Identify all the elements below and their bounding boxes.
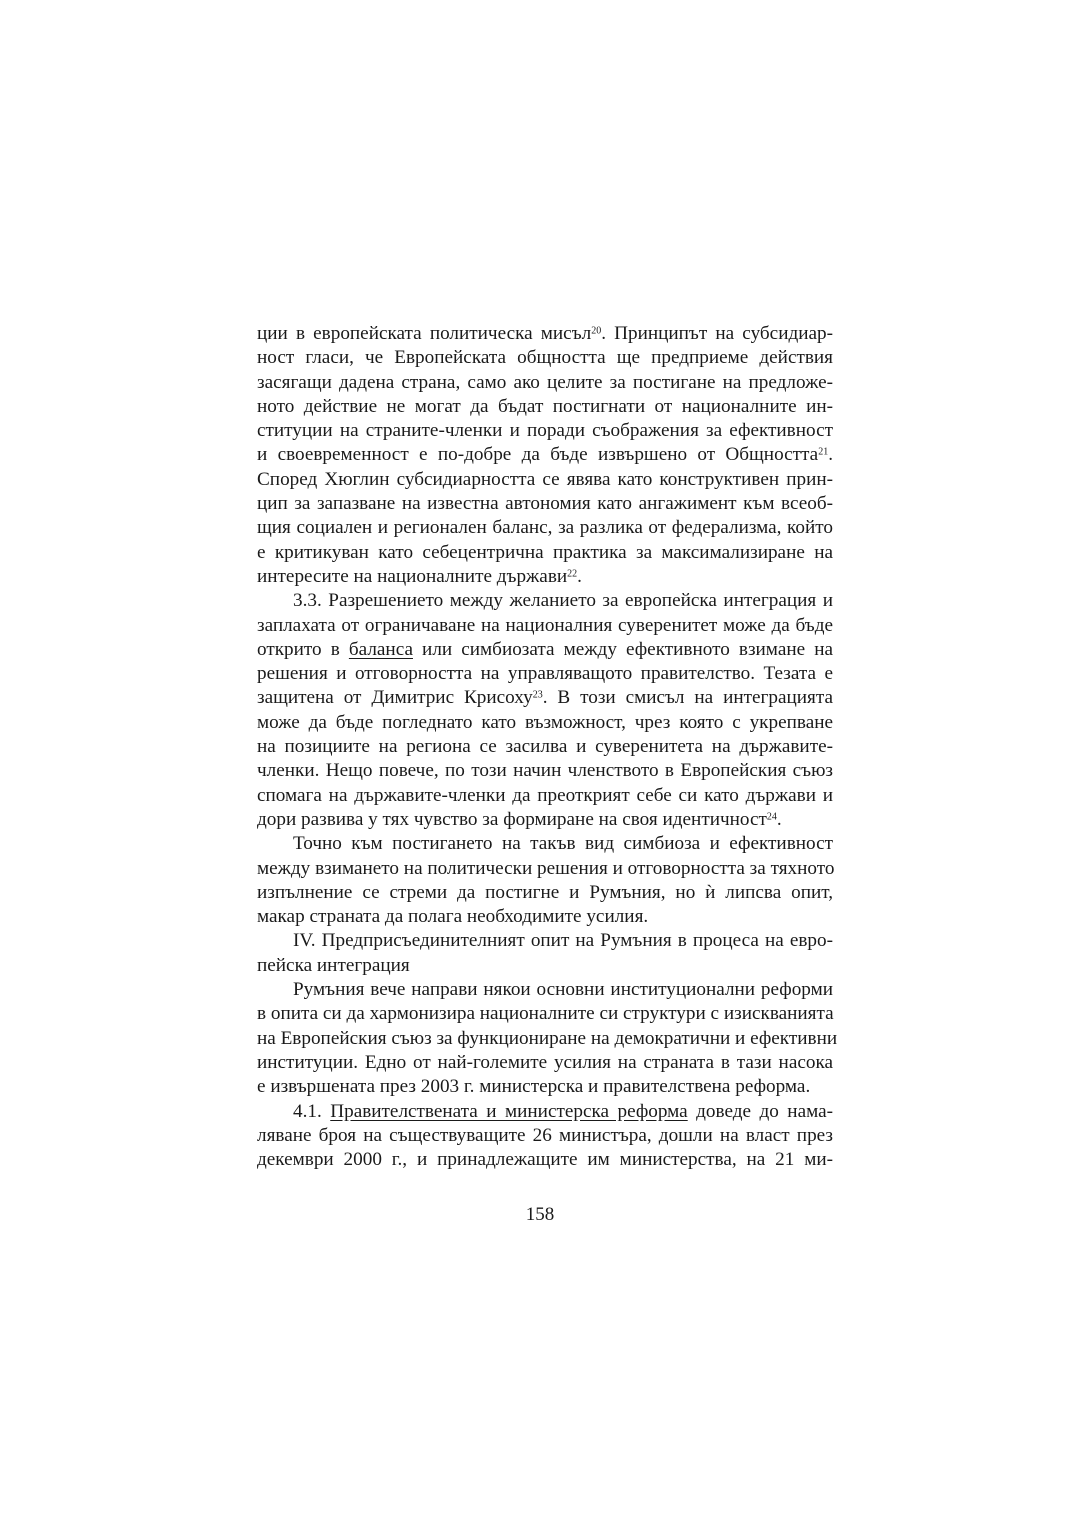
paragraph-start-line: 3.3. Разрешението между желанието за европейска интеграция и [293,590,833,612]
text-line: засягащи дадена страна, само ако целите за постигане на предложе- [257,371,833,393]
section-heading-line: IV. Предприсъединителният опит на Румъния в процеса на евро- [293,930,833,952]
paragraph-start-line: 4.1. Правителствената и министерска реформа доведе до нама- [293,1100,833,1122]
paragraph-start-line: Точно към постигането на такъв вид симбиоза и ефективност [293,833,833,855]
text-line: спомага на държавите-членки да преоткрият себе си като държави и [257,784,833,806]
text-line: и своевременност е по-добре да бъде извършено от Общността$^{21}$. [257,444,833,466]
text-line: ляване броя на съществуващите 26 министъра, дошли на власт през [257,1124,833,1146]
text-line: ност гласи, че Европейската общността ще предприеме действия [257,347,833,369]
text-line: може да бъде погледнато като възможност, чрез която с укрепване [257,711,833,733]
text-line: е критикуван като себецентрична практика за максимализиране на [257,541,833,563]
text-line: дори развива у тях чувство за формиране на своя идентичност$^{24}$. [257,808,782,830]
underlined-term: Правителствената и министерска реформа [330,1100,688,1122]
paragraph-start-line: Румъния вече направи някои основни институционални реформи [293,979,833,1001]
body-text [257,322,838,1172]
text-line: декември 2000 г., и принадлежащите им министерства, на 21 ми- [257,1149,833,1171]
text-line: решения и отговорността на управляващото правителство. Тезата е [257,663,833,685]
section-heading-line: пейска интеграция [257,954,410,976]
text-line: ции в европейската политическа мисъл$^{20}$. Принципът на субсидиар- [257,323,833,344]
footnote-ref: 24 [766,811,777,823]
text-line: защитена от Димитрис Крисоху$^{23}$. В този смисъл на интеграцията [257,687,833,709]
footnote-ref: 21 [818,446,829,458]
text-line: на Европейския съюз за функциониране на демократични и ефективни [257,1027,838,1049]
footnote-ref: 23 [532,689,543,701]
text-line: цип за запазване на известна автономия като ангажимент към всеоб- [257,493,833,515]
text-line: макар страната да полага необходимите усилия. [257,906,649,928]
text-line: заплахата от ограничаване на националния суверенитет може да бъде [257,614,833,636]
text-line: ното действие не могат да бъдат постигнати от националните ин- [257,395,833,417]
text-line: ституции на страните-членки и поради съображения за ефективност [257,420,833,442]
text-line: открито в баланса или симбиозата между ефективното взимане на [257,638,833,660]
footnote-ref: 22 [567,568,578,580]
text-line: Според Хюглин субсидиарността се явява като конструктивен прин- [257,468,833,490]
text-line: на позициите на региона се засилва и суверенитета на държавите- [257,736,833,758]
text-line: е извършената през 2003 г. министерска и правителствена реформа. [257,1076,811,1098]
text-line: в опита си да хармонизира националните си структури с изискванията [257,1003,834,1025]
page-number: 158 [525,1204,555,1225]
underlined-term: баланса [348,638,413,660]
text-line: интересите на националните държави$^{22}$. [257,565,582,587]
text-line: изпълнение се стреми да постигне и Румъния, но ѝ липсва опит, [257,881,833,903]
text-line: между взимането на политически решения и отговорността за тяхното [257,857,835,879]
text-line: щия социален и регионален баланс, за разлика от федерализма, който [257,517,833,539]
footnote-ref: 20 [591,325,602,337]
text-line: институции. Едно от най-големите усилия на страната в тази насока [257,1051,833,1073]
text-line: членки. Нещо повече, по този начин членството в Европейския съюз [257,760,833,782]
